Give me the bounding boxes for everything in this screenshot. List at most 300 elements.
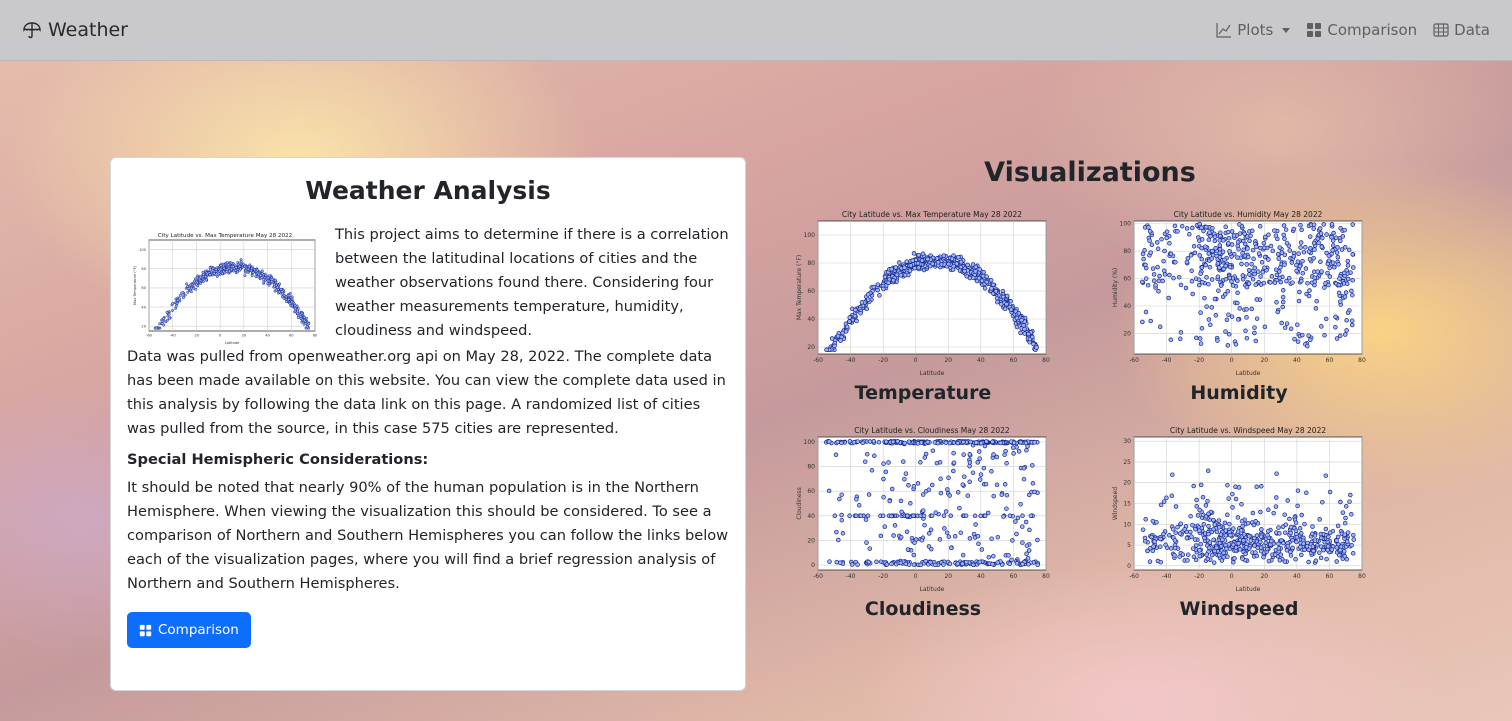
- scatter-point: [1223, 292, 1227, 296]
- scatter-point: [230, 269, 232, 271]
- scatter-point: [1217, 525, 1221, 529]
- scatter-point: [1285, 279, 1289, 283]
- scatter-point: [1291, 281, 1295, 285]
- scatter-point: [1245, 307, 1249, 311]
- scatter-point: [1217, 553, 1221, 557]
- scatter-point: [1290, 261, 1294, 265]
- scatter-point: [1308, 257, 1312, 261]
- scatter-point: [174, 307, 176, 309]
- scatter-point: [939, 477, 943, 481]
- scatter-point: [1244, 329, 1248, 333]
- scatter-point: [1352, 538, 1356, 542]
- scatter-point: [1342, 271, 1346, 275]
- scatter-point: [1324, 317, 1328, 321]
- scatter-point: [903, 273, 907, 277]
- nav-comparison-link[interactable]: [1306, 21, 1417, 39]
- scatter-point: [267, 277, 269, 279]
- scatter-point: [885, 563, 889, 567]
- scatter-point: [844, 330, 848, 334]
- scatter-point: [1292, 227, 1296, 231]
- x-tick-label: 80: [1042, 357, 1050, 364]
- scatter-point: [1031, 481, 1035, 485]
- scatter-point: [961, 483, 965, 487]
- scatter-point: [1237, 486, 1241, 490]
- scatter-point: [1350, 289, 1354, 293]
- scatter-point: [872, 454, 876, 458]
- card-title: Weather Analysis: [305, 176, 551, 205]
- scatter-point: [1238, 307, 1242, 311]
- scatter-point: [1230, 243, 1234, 247]
- x-tick-label: 60: [1325, 357, 1334, 364]
- scatter-point: [1007, 554, 1011, 558]
- scatter-point: [221, 272, 223, 274]
- scatter-point: [1005, 294, 1009, 298]
- scatter-point: [856, 440, 860, 444]
- scatter-point: [192, 287, 194, 289]
- comparison-button[interactable]: [127, 612, 251, 648]
- scatter-point: [1163, 249, 1167, 253]
- x-axis-label: Latitude: [919, 586, 945, 592]
- scatter-point: [1346, 277, 1350, 281]
- scatter-point: [995, 455, 999, 459]
- scatter-point: [956, 562, 960, 566]
- scatter-point: [1248, 239, 1252, 243]
- nav-plots-dropdown[interactable]: [1216, 21, 1290, 39]
- scatter-point: [841, 531, 845, 535]
- scatter-point: [1226, 344, 1230, 348]
- scatter-point: [1151, 267, 1155, 271]
- scatter-point: [1188, 530, 1192, 534]
- scatter-point: [996, 561, 1000, 565]
- scatter-point: [1351, 252, 1355, 256]
- scatter-point: [1227, 242, 1231, 246]
- scatter-point: [1213, 549, 1217, 553]
- scatter-point: [1024, 441, 1028, 445]
- scatter-point: [172, 302, 174, 304]
- scatter-point: [1263, 266, 1267, 270]
- scatter-point: [1003, 453, 1007, 457]
- analysis-card: [110, 157, 746, 691]
- scatter-point: [1285, 322, 1289, 326]
- scatter-point: [959, 531, 963, 535]
- scatter-point: [244, 274, 246, 276]
- scatter-point: [907, 483, 911, 487]
- scatter-point: [1346, 264, 1350, 268]
- scatter-point: [976, 534, 980, 538]
- scatter-point: [1246, 521, 1250, 525]
- scatter-point: [1174, 531, 1178, 535]
- scatter-point: [1186, 559, 1190, 563]
- scatter-point: [934, 563, 938, 567]
- x-tick-label: 20: [1260, 573, 1269, 580]
- scatter-point: [1165, 496, 1169, 500]
- scatter-point: [913, 541, 917, 545]
- scatter-point: [991, 440, 995, 444]
- y-axis-label: Max Temperature (°F): [133, 265, 137, 306]
- cloudiness-chart[interactable]: [792, 424, 1054, 592]
- scatter-point: [897, 261, 901, 265]
- scatter-point: [1022, 466, 1026, 470]
- scatter-point: [913, 266, 917, 270]
- scatter-point: [1234, 546, 1238, 550]
- scatter-point: [255, 275, 257, 277]
- windspeed-label[interactable]: Windspeed: [1179, 598, 1299, 620]
- scatter-point: [1273, 553, 1277, 557]
- scatter-point: [1331, 248, 1335, 252]
- scatter-point: [1278, 532, 1282, 536]
- scatter-point: [247, 268, 249, 270]
- scatter-point: [1341, 511, 1345, 515]
- humidity-chart[interactable]: [1108, 208, 1370, 376]
- scatter-point: [278, 283, 280, 285]
- scatter-point: [1297, 299, 1301, 303]
- scatter-point: [1294, 529, 1298, 533]
- scatter-point: [182, 291, 184, 293]
- scatter-point: [1299, 553, 1303, 557]
- scatter-point: [196, 277, 198, 279]
- scatter-point: [1313, 280, 1317, 284]
- thumbnail-plot: [133, 240, 318, 345]
- scatter-point: [1278, 246, 1282, 250]
- scatter-point: [945, 531, 949, 535]
- scatter-point: [1146, 549, 1150, 553]
- scatter-point: [1253, 266, 1257, 270]
- scatter-point: [879, 534, 883, 538]
- x-axis-label: Latitude: [1235, 370, 1261, 376]
- scatter-point: [1345, 282, 1349, 286]
- x-tick-label: 0: [913, 573, 918, 580]
- scatter-point: [300, 317, 302, 319]
- x-tick-label: 20: [944, 573, 953, 580]
- scatter-point: [301, 312, 303, 314]
- scatter-point: [1295, 263, 1299, 267]
- scatter-point: [1319, 232, 1323, 236]
- scatter-point: [1326, 262, 1330, 266]
- scatter-point: [1156, 247, 1160, 251]
- scatter-point: [305, 317, 307, 319]
- scatter-point: [1254, 245, 1258, 249]
- x-tick-label: -60: [813, 357, 823, 364]
- scatter-point: [1144, 517, 1148, 521]
- scatter-point: [1149, 251, 1153, 255]
- scatter-point: [978, 560, 982, 564]
- scatter-point: [1337, 262, 1341, 266]
- nav-data-link[interactable]: [1433, 21, 1490, 39]
- scatter-point: [1249, 234, 1253, 238]
- scatter-point: [1253, 326, 1257, 330]
- scatter-point: [1338, 548, 1342, 552]
- x-tick-label: -20: [1194, 573, 1205, 580]
- scatter-point: [912, 514, 916, 518]
- scatter-point: [828, 560, 832, 564]
- humidity-label[interactable]: Humidity: [1190, 382, 1288, 404]
- scatter-point: [1021, 541, 1025, 545]
- scatter-point: [999, 302, 1003, 306]
- windspeed-chart[interactable]: [1108, 424, 1370, 592]
- scatter-point: [1344, 504, 1348, 508]
- scatter-point: [892, 534, 896, 538]
- scatter-point: [1008, 514, 1012, 518]
- scatter-point: [1179, 283, 1183, 287]
- scatter-point: [1143, 539, 1147, 543]
- scatter-point: [955, 262, 959, 266]
- cloudiness-label[interactable]: Cloudiness: [864, 598, 982, 620]
- scatter-point: [833, 344, 837, 348]
- scatter-point: [1331, 244, 1335, 248]
- scatter-point: [1349, 512, 1353, 516]
- scatter-point: [887, 281, 891, 285]
- scatter-point: [1351, 278, 1355, 282]
- scatter-point: [281, 290, 283, 292]
- scatter-point: [1351, 266, 1355, 270]
- scatter-point: [1281, 300, 1285, 304]
- intro-row: [127, 223, 729, 345]
- scatter-point: [917, 253, 921, 257]
- scatter-point: [1308, 338, 1312, 342]
- scatter-point: [1255, 485, 1259, 489]
- scatter-point: [1267, 559, 1271, 563]
- scatter-point: [894, 266, 898, 270]
- scatter-point: [1319, 325, 1323, 329]
- x-tick-label: 60: [1009, 357, 1018, 364]
- scatter-point: [899, 535, 903, 539]
- scatter-point: [166, 319, 168, 321]
- scatter-point: [1012, 452, 1016, 456]
- cloudiness-visualization[interactable]: [792, 424, 1054, 620]
- scatter-point: [1173, 554, 1177, 558]
- scatter-point: [1314, 559, 1318, 563]
- windspeed-visualization[interactable]: [1108, 424, 1370, 620]
- scatter-point: [1246, 247, 1250, 251]
- scatter-point: [1027, 332, 1031, 336]
- scatter-point: [1191, 523, 1195, 527]
- scatter-point: [949, 514, 953, 518]
- scatter-point: [1009, 308, 1013, 312]
- scatter-point: [1020, 525, 1024, 529]
- scatter-point: [1157, 289, 1161, 293]
- scatter-point: [1261, 270, 1265, 274]
- x-tick-label: -40: [1161, 573, 1172, 580]
- scatter-point: [984, 482, 988, 486]
- scatter-point: [1300, 513, 1304, 517]
- scatter-point: [1276, 310, 1280, 314]
- x-tick-label: -20: [193, 333, 200, 338]
- scatter-point: [1283, 531, 1287, 535]
- scatter-point: [1207, 546, 1211, 550]
- scatter-point: [1274, 505, 1278, 509]
- scatter-point: [936, 441, 940, 445]
- scatter-point: [1273, 281, 1277, 285]
- scatter-point: [866, 293, 870, 297]
- temperature-label[interactable]: Temperature: [854, 382, 992, 404]
- scatter-point: [185, 283, 187, 285]
- scatter-point: [163, 317, 165, 319]
- scatter-point: [865, 452, 869, 456]
- scatter-point: [977, 450, 981, 454]
- scatter-point: [1227, 497, 1231, 501]
- scatter-point: [1289, 554, 1293, 558]
- scatter-point: [974, 441, 978, 445]
- scatter-point: [220, 268, 222, 270]
- scatter-point: [1204, 225, 1208, 229]
- scatter-point: [951, 469, 955, 473]
- scatter-point: [252, 271, 254, 273]
- scatter-point: [1269, 281, 1273, 285]
- scatter-point: [926, 257, 930, 261]
- scatter-point: [1299, 223, 1303, 227]
- scatter-point: [273, 283, 275, 285]
- scatter-point: [1179, 522, 1183, 526]
- scatter-point: [1205, 276, 1209, 280]
- x-tick-label: 60: [1009, 573, 1018, 580]
- scatter-point: [992, 453, 996, 457]
- scatter-point: [182, 297, 184, 299]
- scatter-point: [904, 472, 908, 476]
- x-tick-label: 40: [1293, 357, 1301, 364]
- scatter-point: [1343, 554, 1347, 558]
- scatter-point: [1299, 531, 1303, 535]
- scatter-point: [1199, 311, 1203, 315]
- scatter-point: [1277, 542, 1281, 546]
- scatter-point: [1307, 250, 1311, 254]
- scatter-point: [306, 326, 308, 328]
- scatter-point: [1203, 245, 1207, 249]
- scatter-point: [283, 294, 285, 296]
- scatter-point: [1291, 546, 1295, 550]
- x-tick-label: -40: [1161, 357, 1172, 364]
- scatter-point: [855, 319, 859, 323]
- scatter-point: [927, 488, 931, 492]
- scatter-point: [1344, 516, 1348, 520]
- scatter-point: [1328, 266, 1332, 270]
- scatter-point: [1199, 272, 1203, 276]
- scatter-point: [1236, 279, 1240, 283]
- scatter-point: [1316, 237, 1320, 241]
- scatter-point: [1150, 243, 1154, 247]
- scatter-point: [1159, 503, 1163, 507]
- scatter-point: [268, 284, 270, 286]
- scatter-point: [916, 261, 920, 265]
- scatter-point: [1342, 549, 1346, 553]
- scatter-point: [1279, 553, 1283, 557]
- scatter-point: [980, 279, 984, 283]
- scatter-point: [1251, 511, 1255, 515]
- scatter-point: [1278, 558, 1282, 562]
- scatter-point: [1212, 561, 1216, 565]
- scatter-point: [161, 320, 163, 322]
- scatter-point: [1350, 323, 1354, 327]
- brand-link[interactable]: [22, 19, 128, 41]
- scatter-point: [1305, 344, 1309, 348]
- scatter-point: [1299, 246, 1303, 250]
- scatter-point: [1312, 223, 1316, 227]
- scatter-point: [899, 561, 903, 565]
- scatter-point: [1253, 544, 1257, 548]
- scatter-point: [990, 287, 994, 291]
- scatter-point: [968, 464, 972, 468]
- scatter-point: [1191, 292, 1195, 296]
- scatter-point: [1240, 519, 1244, 523]
- scatter-point: [1187, 232, 1191, 236]
- scatter-point: [827, 489, 831, 493]
- scatter-point: [1152, 273, 1156, 277]
- scatter-point: [959, 265, 963, 269]
- scatter-point: [212, 267, 214, 269]
- scatter-point: [920, 259, 924, 263]
- scatter-point: [1162, 532, 1166, 536]
- y-tick-label: 60: [1123, 275, 1131, 283]
- scatter-point: [1178, 532, 1182, 536]
- scatter-point: [1176, 230, 1180, 234]
- scatter-point: [1236, 318, 1240, 322]
- scatter-point: [1228, 276, 1232, 280]
- scatter-point: [1000, 493, 1004, 497]
- scatter-point: [209, 269, 211, 271]
- scatter-point: [1277, 526, 1281, 530]
- scatter-point: [995, 483, 999, 487]
- scatter-point: [1250, 307, 1254, 311]
- scatter-point: [1241, 277, 1245, 281]
- scatter-point: [1220, 559, 1224, 563]
- scatter-point: [1343, 521, 1347, 525]
- scatter-point: [1246, 255, 1250, 259]
- scatter-point: [838, 561, 842, 565]
- scatter-point: [903, 477, 907, 481]
- scatter-point: [1308, 235, 1312, 239]
- scatter-point: [884, 470, 888, 474]
- scatter-point: [872, 285, 876, 289]
- scatter-point: [968, 537, 972, 541]
- scatter-point: [1236, 244, 1240, 248]
- scatter-point: [976, 461, 980, 465]
- scatter-point: [1152, 545, 1156, 549]
- scatter-point: [1191, 547, 1195, 551]
- scatter-point: [1196, 514, 1200, 518]
- humidity-visualization[interactable]: [1108, 208, 1370, 404]
- scatter-point: [929, 547, 933, 551]
- scatter-point: [840, 513, 844, 517]
- scatter-point: [1017, 311, 1021, 315]
- scatter-point: [240, 258, 242, 260]
- scatter-point: [1319, 536, 1323, 540]
- scatter-point: [1204, 504, 1208, 508]
- scatter-point: [989, 278, 993, 282]
- scatter-point: [1208, 541, 1212, 545]
- scatter-point: [1190, 535, 1194, 539]
- scatter-point: [1345, 318, 1349, 322]
- scatter-point: [865, 541, 869, 545]
- temperature-chart[interactable]: [792, 208, 1054, 376]
- temperature-visualization[interactable]: [792, 208, 1054, 404]
- scatter-point: [1021, 514, 1025, 518]
- scatter-point: [1159, 560, 1163, 564]
- scatter-point: [1285, 241, 1289, 245]
- scatter-point: [297, 310, 299, 312]
- comparison-button-label: Comparison: [158, 622, 239, 638]
- scatter-point: [1143, 248, 1147, 252]
- scatter-point: [1194, 527, 1198, 531]
- scatter-point: [1200, 280, 1204, 284]
- scatter-point: [1283, 513, 1287, 517]
- scatter-point: [1167, 296, 1171, 300]
- scatter-point: [1260, 528, 1264, 532]
- scatter-point: [1345, 540, 1349, 544]
- scatter-point: [1211, 226, 1215, 230]
- scatter-point: [905, 530, 909, 534]
- scatter-point: [1344, 291, 1348, 295]
- scatter-point: [1303, 245, 1307, 249]
- scatter-point: [1330, 222, 1334, 226]
